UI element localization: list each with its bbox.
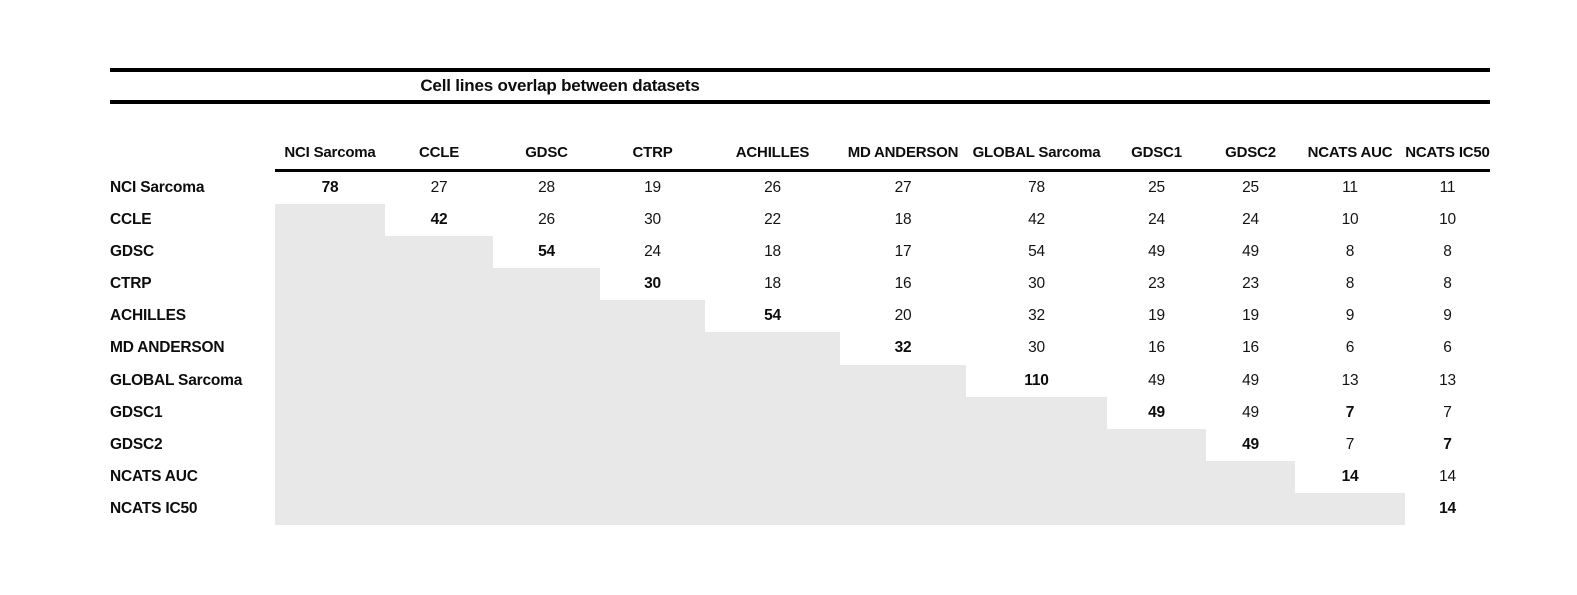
row-header: GDSC1 — [110, 403, 163, 421]
matrix-body — [110, 172, 1490, 525]
matrix-cell: 18 — [764, 275, 781, 293]
row-header: CTRP — [110, 275, 152, 293]
matrix-cell: 9 — [1345, 307, 1355, 325]
row-header: GDSC — [110, 243, 154, 261]
matrix-cell-shaded — [705, 429, 840, 461]
matrix-cell-shaded — [600, 332, 705, 364]
matrix-cell-shaded — [705, 365, 840, 397]
matrix-cell: 27 — [430, 179, 448, 196]
matrix-cell: 49 — [1148, 403, 1165, 421]
matrix-cell: 78 — [1028, 179, 1045, 196]
matrix-cell: 16 — [1242, 339, 1259, 357]
matrix-cell: 18 — [894, 211, 912, 229]
matrix-cell: 14 — [1439, 499, 1456, 517]
column-header: GDSC2 — [1225, 144, 1276, 161]
matrix-cell: 7 — [1345, 403, 1355, 421]
matrix-cell: 6 — [1443, 339, 1452, 357]
matrix-cell-shaded — [840, 493, 966, 525]
matrix-cell: 7 — [1443, 435, 1452, 453]
matrix-cell: 54 — [1028, 243, 1045, 261]
matrix-cell-shaded — [840, 365, 966, 397]
matrix-cell-shaded — [966, 397, 1107, 429]
matrix-cell: 26 — [764, 179, 781, 196]
matrix-cell-shaded — [385, 365, 493, 397]
matrix-cell-shaded — [966, 461, 1107, 493]
matrix-cell: 25 — [1148, 179, 1165, 196]
matrix-cell: 42 — [1028, 211, 1045, 229]
column-header: CCLE — [418, 144, 460, 161]
table-row — [110, 204, 1490, 236]
matrix-cell: 27 — [894, 179, 912, 196]
matrix-cell-shaded — [1107, 493, 1206, 525]
table-row — [110, 300, 1490, 332]
matrix-cell: 49 — [1242, 403, 1259, 421]
matrix-cell: 8 — [1443, 275, 1452, 293]
table-row — [110, 365, 1490, 397]
matrix-cell: 24 — [1242, 211, 1259, 229]
matrix-cell: 30 — [1028, 339, 1045, 357]
matrix-cell-shaded — [385, 493, 493, 525]
matrix-cell-shaded — [275, 300, 385, 332]
matrix-cell-shaded — [966, 429, 1107, 461]
matrix-cell: 8 — [1443, 243, 1452, 261]
matrix-cell: 49 — [1242, 371, 1259, 389]
matrix-cell-shaded — [493, 332, 600, 364]
matrix-cell: 7 — [1443, 403, 1452, 421]
matrix-cell-shaded — [840, 429, 966, 461]
matrix-cell: 30 — [644, 275, 661, 293]
row-header: CCLE — [110, 211, 152, 229]
matrix-cell: 20 — [894, 307, 912, 325]
matrix-cell-shaded — [1295, 493, 1405, 525]
matrix-cell: 49 — [1242, 243, 1259, 261]
matrix-cell: 11 — [1342, 179, 1358, 196]
matrix-cell-shaded — [840, 461, 966, 493]
row-header: NCATS IC50 — [110, 499, 198, 517]
column-header: MD ANDERSON — [847, 144, 959, 161]
matrix-cell-shaded — [275, 429, 385, 461]
row-header: NCATS AUC — [110, 467, 198, 485]
matrix-cell: 13 — [1341, 371, 1359, 389]
matrix-cell-shaded — [493, 300, 600, 332]
matrix-cell-shaded — [275, 268, 385, 300]
column-header: NCI Sarcoma — [284, 144, 376, 161]
matrix-cell-shaded — [600, 493, 705, 525]
matrix-cell: 8 — [1345, 275, 1355, 293]
column-header: NCATS AUC — [1307, 144, 1393, 161]
table-title: Cell lines overlap between datasets — [420, 76, 700, 95]
matrix-cell-shaded — [385, 332, 493, 364]
matrix-cell-shaded — [385, 300, 493, 332]
matrix-cell-shaded — [705, 493, 840, 525]
matrix-cell-shaded — [493, 429, 600, 461]
row-header: GLOBAL Sarcoma — [110, 371, 243, 389]
matrix-cell: 19 — [1242, 307, 1259, 325]
matrix-cell: 25 — [1242, 179, 1259, 196]
matrix-cell-shaded — [385, 397, 493, 429]
column-header: NCATS IC50 — [1405, 144, 1490, 161]
matrix-cell-shaded — [385, 268, 493, 300]
table-row — [110, 493, 1490, 525]
matrix-cell: 32 — [894, 339, 912, 357]
matrix-cell: 14 — [1439, 467, 1456, 485]
matrix-cell: 10 — [1341, 211, 1359, 229]
column-header-row — [110, 137, 1490, 169]
row-header: MD ANDERSON — [110, 339, 225, 357]
matrix-cell-shaded — [493, 397, 600, 429]
row-header: NCI Sarcoma — [110, 179, 205, 196]
matrix-cell: 22 — [764, 211, 781, 229]
matrix-cell: 32 — [1028, 307, 1045, 325]
matrix-cell-shaded — [705, 332, 840, 364]
matrix-cell-shaded — [385, 461, 493, 493]
matrix-cell: 16 — [1148, 339, 1165, 357]
matrix-cell: 42 — [430, 211, 448, 229]
table-row — [110, 332, 1490, 364]
matrix-cell-shaded — [840, 397, 966, 429]
matrix-cell-shaded — [275, 204, 385, 236]
matrix-cell: 13 — [1439, 371, 1456, 389]
matrix-cell-shaded — [966, 493, 1107, 525]
matrix-cell-shaded — [705, 397, 840, 429]
matrix-cell-shaded — [1107, 461, 1206, 493]
matrix-cell-shaded — [385, 429, 493, 461]
matrix-cell-shaded — [600, 300, 705, 332]
column-header: GLOBAL Sarcoma — [972, 144, 1101, 161]
matrix-cell: 23 — [1242, 275, 1259, 293]
matrix-cell: 49 — [1242, 435, 1259, 453]
table-row — [110, 236, 1490, 268]
matrix-cell-shaded — [705, 461, 840, 493]
matrix-cell-shaded — [493, 461, 600, 493]
column-header: GDSC — [525, 144, 568, 161]
matrix-cell-shaded — [275, 461, 385, 493]
matrix-cell: 28 — [538, 179, 555, 196]
matrix-cell: 9 — [1443, 307, 1452, 325]
matrix-cell: 17 — [894, 243, 912, 261]
matrix-cell: 6 — [1345, 339, 1355, 357]
column-header: CTRP — [632, 144, 673, 161]
matrix-cell-shaded — [600, 397, 705, 429]
matrix-cell-shaded — [493, 365, 600, 397]
matrix-cell: 19 — [1148, 307, 1165, 325]
matrix-cell: 110 — [1024, 371, 1049, 389]
matrix-cell: 18 — [764, 243, 781, 261]
matrix-cell-shaded — [275, 365, 385, 397]
matrix-cell-shaded — [600, 365, 705, 397]
matrix-cell: 26 — [538, 211, 555, 229]
row-header: ACHILLES — [110, 307, 186, 325]
top-rule — [110, 68, 1490, 72]
matrix-cell: 24 — [644, 243, 661, 261]
matrix-cell-shaded — [493, 268, 600, 300]
matrix-cell: 11 — [1439, 179, 1456, 196]
matrix-cell-shaded — [600, 461, 705, 493]
matrix-cell: 54 — [538, 243, 555, 261]
matrix-cell-shaded — [275, 397, 385, 429]
matrix-cell-shaded — [385, 236, 493, 268]
table-row — [110, 268, 1490, 300]
matrix-cell: 78 — [321, 179, 339, 196]
matrix-cell-shaded — [1206, 461, 1295, 493]
matrix-cell-shaded — [493, 493, 600, 525]
matrix-cell: 7 — [1345, 435, 1355, 453]
title-bottom-rule — [110, 100, 1490, 104]
matrix-cell: 14 — [1341, 467, 1359, 485]
matrix-cell: 10 — [1439, 211, 1456, 229]
matrix-cell-shaded — [1107, 429, 1206, 461]
matrix-cell: 49 — [1148, 243, 1165, 261]
header-corner-spacer — [110, 137, 275, 169]
matrix-cell-shaded — [275, 332, 385, 364]
column-header: ACHILLES — [735, 144, 810, 161]
table-row — [110, 461, 1490, 493]
matrix-cell: 30 — [1028, 275, 1045, 293]
matrix-cell: 16 — [894, 275, 912, 293]
matrix-cell-shaded — [275, 236, 385, 268]
table-row — [110, 172, 1490, 204]
matrix-cell: 24 — [1148, 211, 1165, 229]
matrix-cell-shaded — [275, 493, 385, 525]
matrix-cell: 54 — [764, 307, 781, 325]
table-row — [110, 397, 1490, 429]
matrix-cell: 8 — [1345, 243, 1355, 261]
matrix-cell: 23 — [1148, 275, 1165, 293]
matrix-cell: 49 — [1148, 371, 1165, 389]
column-header: GDSC1 — [1131, 144, 1182, 161]
table-row — [110, 429, 1490, 461]
matrix-cell: 19 — [644, 179, 661, 196]
matrix-cell-shaded — [600, 429, 705, 461]
matrix-cell-shaded — [1206, 493, 1295, 525]
matrix-cell: 30 — [644, 211, 661, 229]
row-header: GDSC2 — [110, 435, 163, 453]
